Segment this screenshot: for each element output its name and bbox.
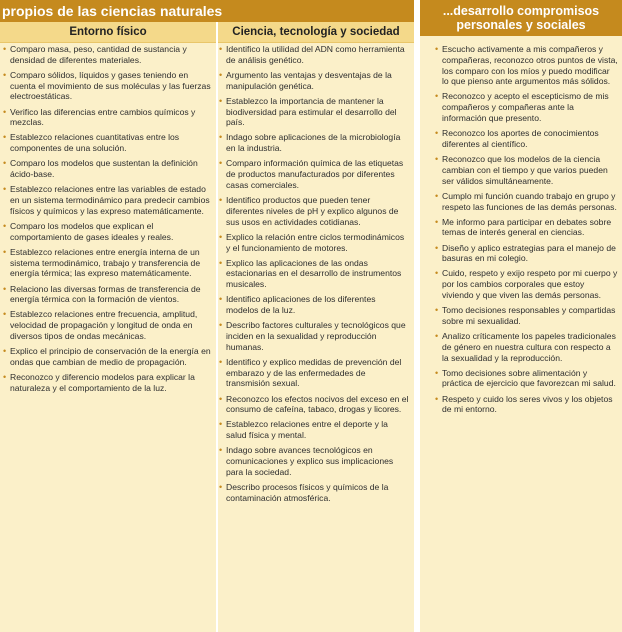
commitments-panel — [420, 0, 622, 632]
list-item: • Establezco relaciones cuantitativas entre los componentes de una solución. — [2, 132, 214, 154]
column-title: Entorno físico — [0, 22, 216, 43]
list-item: • Diseño y aplico estrategias para el manejo de basuras en mi colegio. — [434, 243, 620, 265]
list-item: • Describo factores culturales y tecnológicos que inciden en la sexualidad y reproducción humanas. — [218, 320, 412, 352]
list-item: • Reconozco los efectos nocivos del exceso en el consumo de cafeína, tabaco, drogas y licores. — [218, 394, 412, 416]
list-item: • Analizo críticamente los papeles tradicionales de género en nuestra cultura con respecto a la sexualidad y la reproducción. — [434, 331, 620, 363]
list-item: • Explico el principio de conservación de la energía en ondas que cambian de medio de propagación. — [2, 346, 214, 368]
list-item: • Cuido, respeto y exijo respeto por mi cuerpo y por los cambios corporales que estoy viviendo y que viven las demás personas. — [434, 268, 620, 300]
list-item: • Establezco relaciones entre energía interna de un sistema termodinámico, trabajo y transferencia de energía térmica; las expreso matemáticamente. — [2, 247, 214, 279]
list-item: • Verifico las diferencias entre cambios químicos y mezclas. — [2, 107, 214, 129]
list-item: • Reconozco y acepto el escepticismo de mis compañeros y compañeras ante la información que presento. — [434, 91, 620, 123]
list-item: • Escucho activamente a mis compañeros y compañeras, reconozco otros puntos de vista, los comparo con los míos y puedo modificar lo que pienso ante argumentos más sólidos. — [434, 44, 620, 87]
list-item: • Cumplo mi función cuando trabajo en grupo y respeto las funciones de las demás personas. — [434, 191, 620, 213]
column-entorno-fisico — [0, 22, 216, 632]
list-item: • Comparo sólidos, líquidos y gases teniendo en cuenta el movimiento de sus moléculas y las fuerzas electroestáticas. — [2, 70, 214, 102]
list-item: • Establezco relaciones entre las variables de estado en un sistema termodinámico para predecir cambios físicos y químicos y las expreso matemáticamente. — [2, 184, 214, 216]
list-item: • Comparo información química de las etiquetas de productos manufacturados por diferentes casas comerciales. — [218, 158, 412, 190]
list-item: • Tomo decisiones responsables y compartidas sobre mi sexualidad. — [434, 305, 620, 327]
list-item: • Reconozco los aportes de conocimientos diferentes al científico. — [434, 128, 620, 150]
list-item: • Indago sobre avances tecnológicos en comunicaciones y explico sus implicaciones para la sociedad. — [218, 445, 412, 477]
list-item: • Establezco la importancia de mantener la biodiversidad para estimular el desarrollo del país. — [218, 96, 412, 128]
list-item: • Establezco relaciones entre frecuencia, amplitud, velocidad de propagación y longitud de onda en diversos tipos de ondas mecánicas. — [2, 309, 214, 341]
list-item: • Respeto y cuido los seres vivos y los objetos de mi entorno. — [434, 394, 620, 416]
column-list — [2, 44, 214, 398]
commitments-header-line2: personales y sociales — [456, 18, 586, 32]
list-item: • Comparo los modelos que sustentan la definición ácido-base. — [2, 158, 214, 180]
list-item: • Identifico productos que pueden tener diferentes niveles de pH y explico algunos de sus usos en actividades cotidianas. — [218, 195, 412, 227]
commitments-list — [434, 44, 620, 419]
list-item: • Indago sobre aplicaciones de la microbiología en la industria. — [218, 132, 412, 154]
list-item: • Comparo los modelos que explican el comportamiento de gases ideales y reales. — [2, 221, 214, 243]
column-title: Ciencia, tecnología y sociedad — [218, 22, 414, 43]
list-item: • Argumento las ventajas y desventajas de la manipulación genética. — [218, 70, 412, 92]
list-item: • Describo procesos físicos y químicos de la contaminación atmosférica. — [218, 482, 412, 504]
list-item: • Identifico y explico medidas de prevención del embarazo y de las enfermedades de transmisión sexual. — [218, 357, 412, 389]
list-item: • Identifico la utilidad del ADN como herramienta de análisis genético. — [218, 44, 412, 66]
list-item: • Comparo masa, peso, cantidad de sustancia y densidad de diferentes materiales. — [2, 44, 214, 66]
list-item: • Reconozco que los modelos de la ciencia cambian con el tiempo y que varios pueden ser válidos simultáneamente. — [434, 154, 620, 186]
column-list — [218, 44, 412, 508]
commitments-body — [420, 36, 622, 632]
list-item: • Explico las aplicaciones de las ondas estacionarias en el desarrollo de instrumentos musicales. — [218, 258, 412, 290]
list-item: • Reconozco y diferencio modelos para explicar la naturaleza y el comportamiento de la luz. — [2, 372, 214, 394]
column-ciencia-tecnologia-sociedad — [218, 22, 414, 632]
commitments-header-line1: ...desarrollo compromisos — [442, 4, 600, 18]
list-item: • Tomo decisiones sobre alimentación y práctica de ejercicio que favorezcan mi salud. — [434, 368, 620, 390]
list-item: • Establezco relaciones entre el deporte y la salud física y mental. — [218, 419, 412, 441]
commitments-header — [420, 0, 622, 36]
list-item: • Me informo para participar en debates sobre temas de interés general en ciencias. — [434, 217, 620, 239]
list-item: • Relaciono las diversas formas de transferencia de energía térmica con la formación de vientos. — [2, 284, 214, 306]
list-item: • Explico la relación entre ciclos termodinámicos y el funcionamiento de motores. — [218, 232, 412, 254]
main-header: propios de las ciencias naturales — [0, 0, 414, 22]
list-item: • Identifico aplicaciones de los diferentes modelos de la luz. — [218, 294, 412, 316]
